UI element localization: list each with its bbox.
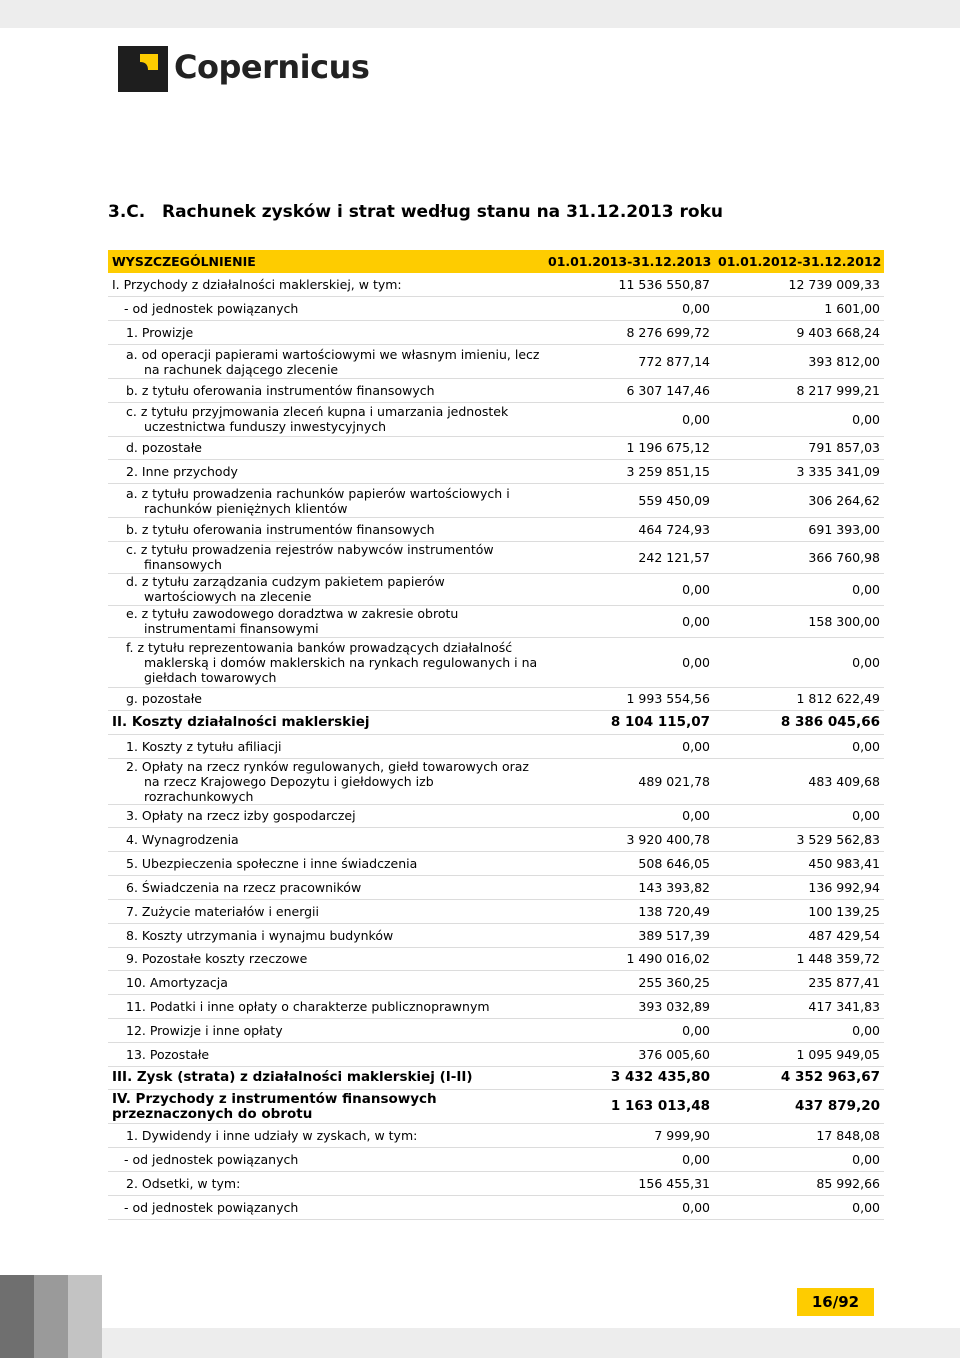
table-row-bold [108, 1066, 884, 1090]
row-label: a. od operacji papierami wartościowymi we własnym imieniu, lecz na rachunek dającego zlecenie [126, 346, 540, 377]
row-label: - od jednostek powiązanych [108, 297, 544, 321]
row-label: 1. Koszty z tytułu afiliacji [108, 735, 544, 759]
row-label: 6. Świadczenia na rzecz pracowników [108, 876, 544, 900]
table-row [108, 947, 884, 971]
row-label: d. pozostałe [108, 436, 544, 460]
row-value-2012: 791 857,03 [714, 436, 884, 460]
table-row [108, 379, 884, 403]
row-value-2013: 1 196 675,12 [544, 436, 714, 460]
row-label-cell [108, 573, 544, 605]
row-value-2012: 12 739 009,33 [714, 273, 884, 297]
table-row [108, 1042, 884, 1066]
row-label-cell [108, 402, 544, 436]
row-value-2013: 6 307 147,46 [544, 379, 714, 403]
row-value-2012: 450 983,41 [714, 852, 884, 876]
table-row [108, 321, 884, 345]
row-value-2012: 9 403 668,24 [714, 321, 884, 345]
row-value-2013: 559 450,09 [544, 484, 714, 518]
page-title [108, 202, 723, 222]
table-row [108, 460, 884, 484]
section-title: Rachunek zysków i strat według stanu na 31.12.2013 roku [162, 202, 724, 222]
row-value-2012: 0,00 [714, 402, 884, 436]
row-value-2012: 0,00 [714, 1018, 884, 1042]
row-value-2013: 3 259 851,15 [544, 460, 714, 484]
row-value-2013: 1 163 013,48 [544, 1090, 714, 1124]
row-label: 3. Opłaty na rzecz izby gospodarczej [108, 804, 544, 828]
row-value-2012: 1 448 359,72 [714, 947, 884, 971]
row-label-cell [108, 758, 544, 804]
row-value-2013: 0,00 [544, 1195, 714, 1219]
row-label: 1. Prowizje [108, 321, 544, 345]
header-label: WYSZCZEGÓLNIENIE [112, 254, 256, 269]
row-value-2012: 487 429,54 [714, 923, 884, 947]
row-value-2013: 376 005,60 [544, 1042, 714, 1066]
row-value-2012: 0,00 [714, 735, 884, 759]
table-row [108, 735, 884, 759]
row-value-2012: 3 335 341,09 [714, 460, 884, 484]
table-row [108, 436, 884, 460]
row-value-2012: 4 352 963,67 [714, 1066, 884, 1090]
table-row [108, 876, 884, 900]
row-value-2013: 0,00 [544, 1148, 714, 1172]
row-label: 2. Inne przychody [108, 460, 544, 484]
row-value-2013: 489 021,78 [544, 758, 714, 804]
income-statement-table [108, 250, 884, 1220]
footer-stripes [0, 1275, 102, 1358]
table-row [108, 995, 884, 1019]
row-label: 4. Wynagrodzenia [108, 828, 544, 852]
row-value-2012: 3 529 562,83 [714, 828, 884, 852]
table-row [108, 541, 884, 573]
row-label: 10. Amortyzacja [108, 971, 544, 995]
table-row [108, 297, 884, 321]
row-value-2012: 691 393,00 [714, 518, 884, 542]
row-value-2013: 1 993 554,56 [544, 687, 714, 711]
row-label: 11. Podatki i inne opłaty o charakterze publicznoprawnym [108, 995, 544, 1019]
row-label: - od jednostek powiązanych [108, 1195, 544, 1219]
row-label: c. z tytułu przyjmowania zleceń kupna i umarzania jednostek uczestnictwa funduszy inwestycyjnych [126, 404, 509, 434]
row-value-2013: 143 393,82 [544, 876, 714, 900]
row-value-2012: 136 992,94 [714, 876, 884, 900]
row-value-2013: 8 104 115,07 [544, 711, 714, 735]
table-row [108, 758, 884, 804]
table-row [108, 971, 884, 995]
row-label-cell [108, 484, 544, 518]
table-row [108, 484, 884, 518]
row-value-2013: 8 276 699,72 [544, 321, 714, 345]
row-label: e. z tytułu zawodowego doradztwa w zakresie obrotu instrumentami finansowymi [126, 606, 459, 636]
row-value-2013: 0,00 [544, 297, 714, 321]
row-label: 5. Ubezpieczenia społeczne i inne świadczenia [108, 852, 544, 876]
row-label: 9. Pozostałe koszty rzeczowe [108, 947, 544, 971]
row-value-2013: 7 999,90 [544, 1124, 714, 1148]
table-row [108, 828, 884, 852]
row-value-2012: 437 879,20 [714, 1090, 884, 1124]
table-row [108, 923, 884, 947]
row-value-2012: 0,00 [714, 804, 884, 828]
table-row [108, 1171, 884, 1195]
row-value-2012: 393 812,00 [714, 345, 884, 379]
row-value-2013: 255 360,25 [544, 971, 714, 995]
row-value-2013: 508 646,05 [544, 852, 714, 876]
table-row [108, 1195, 884, 1219]
footer-stripe-light [68, 1275, 102, 1358]
row-value-2012: 100 139,25 [714, 899, 884, 923]
table-row [108, 687, 884, 711]
row-label: III. Zysk (strata) z działalności maklerskiej (I-II) [108, 1066, 544, 1090]
row-value-2013: 0,00 [544, 605, 714, 637]
row-label-cell [108, 345, 544, 379]
row-value-2012: 483 409,68 [714, 758, 884, 804]
table-row [108, 1018, 884, 1042]
row-label: 2. Opłaty na rzecz rynków regulowanych, giełd towarowych oraz na rzecz Krajowego Depozytu i giełdowych izb rozrachunkowych [126, 758, 529, 804]
row-label-cell [108, 541, 544, 573]
table-row [108, 605, 884, 637]
row-label-cell [108, 605, 544, 637]
table-row [108, 1148, 884, 1172]
row-value-2012: 417 341,83 [714, 995, 884, 1019]
row-label: 13. Pozostałe [108, 1042, 544, 1066]
row-value-2013: 3 920 400,78 [544, 828, 714, 852]
row-value-2012: 1 095 949,05 [714, 1042, 884, 1066]
row-value-2013: 393 032,89 [544, 995, 714, 1019]
row-value-2012: 0,00 [714, 637, 884, 687]
table-row [108, 402, 884, 436]
table-row [108, 273, 884, 297]
row-value-2013: 0,00 [544, 735, 714, 759]
table-row [108, 1124, 884, 1148]
row-value-2013: 3 432 435,80 [544, 1066, 714, 1090]
row-label: I. Przychody z działalności maklerskiej, w tym: [108, 273, 544, 297]
table-row [108, 852, 884, 876]
row-label: d. z tytułu zarządzania cudzym pakietem papierów wartościowych na zlecenie [126, 574, 445, 604]
bottom-band [102, 1328, 960, 1358]
table-row [108, 804, 884, 828]
row-value-2012: 1 812 622,49 [714, 687, 884, 711]
page-number: 16/92 [797, 1288, 874, 1316]
logo-text: Copernicus [174, 48, 370, 86]
header-col-2013: 01.01.2013-31.12.2013 [548, 254, 712, 269]
row-value-2013: 464 724,93 [544, 518, 714, 542]
row-value-2013: 0,00 [544, 573, 714, 605]
table-row [108, 637, 884, 687]
table-row [108, 518, 884, 542]
row-value-2013: 1 490 016,02 [544, 947, 714, 971]
row-label: 7. Zużycie materiałów i energii [108, 899, 544, 923]
row-label: f. z tytułu reprezentowania banków prowadzących działalność maklerską i domów maklerskich na rynkach regulowanych i na giełdach towarowych [126, 639, 538, 685]
table-header [108, 250, 884, 273]
row-value-2013: 0,00 [544, 637, 714, 687]
table-row [108, 345, 884, 379]
row-label: a. z tytułu prowadzenia rachunków papierów wartościowych i rachunków pieniężnych klientów [126, 485, 510, 516]
row-label: 2. Odsetki, w tym: [108, 1171, 544, 1195]
row-value-2012: 8 217 999,21 [714, 379, 884, 403]
row-value-2012: 0,00 [714, 1148, 884, 1172]
row-label: b. z tytułu oferowania instrumentów finansowych [108, 379, 544, 403]
row-label: 12. Prowizje i inne opłaty [108, 1018, 544, 1042]
row-value-2012: 235 877,41 [714, 971, 884, 995]
row-value-2012: 0,00 [714, 573, 884, 605]
row-value-2012: 8 386 045,66 [714, 711, 884, 735]
row-value-2013: 156 455,31 [544, 1171, 714, 1195]
row-label: IV. Przychody z instrumentów finansowych przeznaczonych do obrotu [108, 1090, 544, 1124]
row-value-2012: 158 300,00 [714, 605, 884, 637]
row-label: g. pozostałe [108, 687, 544, 711]
logo-mark-icon [118, 46, 168, 92]
footer-stripe-mid [34, 1275, 68, 1358]
table-row-bold [108, 1090, 884, 1124]
row-value-2012: 306 264,62 [714, 484, 884, 518]
row-value-2013: 242 121,57 [544, 541, 714, 573]
row-value-2013: 0,00 [544, 1018, 714, 1042]
row-label-cell [108, 637, 544, 687]
footer-stripe-dark [0, 1275, 34, 1358]
row-label: - od jednostek powiązanych [108, 1148, 544, 1172]
row-value-2012: 85 992,66 [714, 1171, 884, 1195]
table-row-bold [108, 711, 884, 735]
row-value-2013: 0,00 [544, 402, 714, 436]
row-value-2013: 389 517,39 [544, 923, 714, 947]
row-value-2012: 366 760,98 [714, 541, 884, 573]
top-band [0, 0, 960, 28]
row-label: II. Koszty działalności maklerskiej [108, 711, 544, 735]
row-value-2012: 1 601,00 [714, 297, 884, 321]
table-row [108, 573, 884, 605]
row-value-2013: 11 536 550,87 [544, 273, 714, 297]
row-label: b. z tytułu oferowania instrumentów finansowych [108, 518, 544, 542]
row-value-2013: 0,00 [544, 804, 714, 828]
row-value-2013: 772 877,14 [544, 345, 714, 379]
row-label: 1. Dywidendy i inne udziały w zyskach, w tym: [108, 1124, 544, 1148]
row-label: 8. Koszty utrzymania i wynajmu budynków [108, 923, 544, 947]
table-row [108, 899, 884, 923]
row-value-2012: 0,00 [714, 1195, 884, 1219]
header-col-2012: 01.01.2012-31.12.2012 [718, 254, 882, 269]
row-value-2012: 17 848,08 [714, 1124, 884, 1148]
row-label: c. z tytułu prowadzenia rejestrów nabywców instrumentów finansowych [126, 542, 494, 572]
row-value-2013: 138 720,49 [544, 899, 714, 923]
section-number: 3.C. [108, 202, 146, 222]
